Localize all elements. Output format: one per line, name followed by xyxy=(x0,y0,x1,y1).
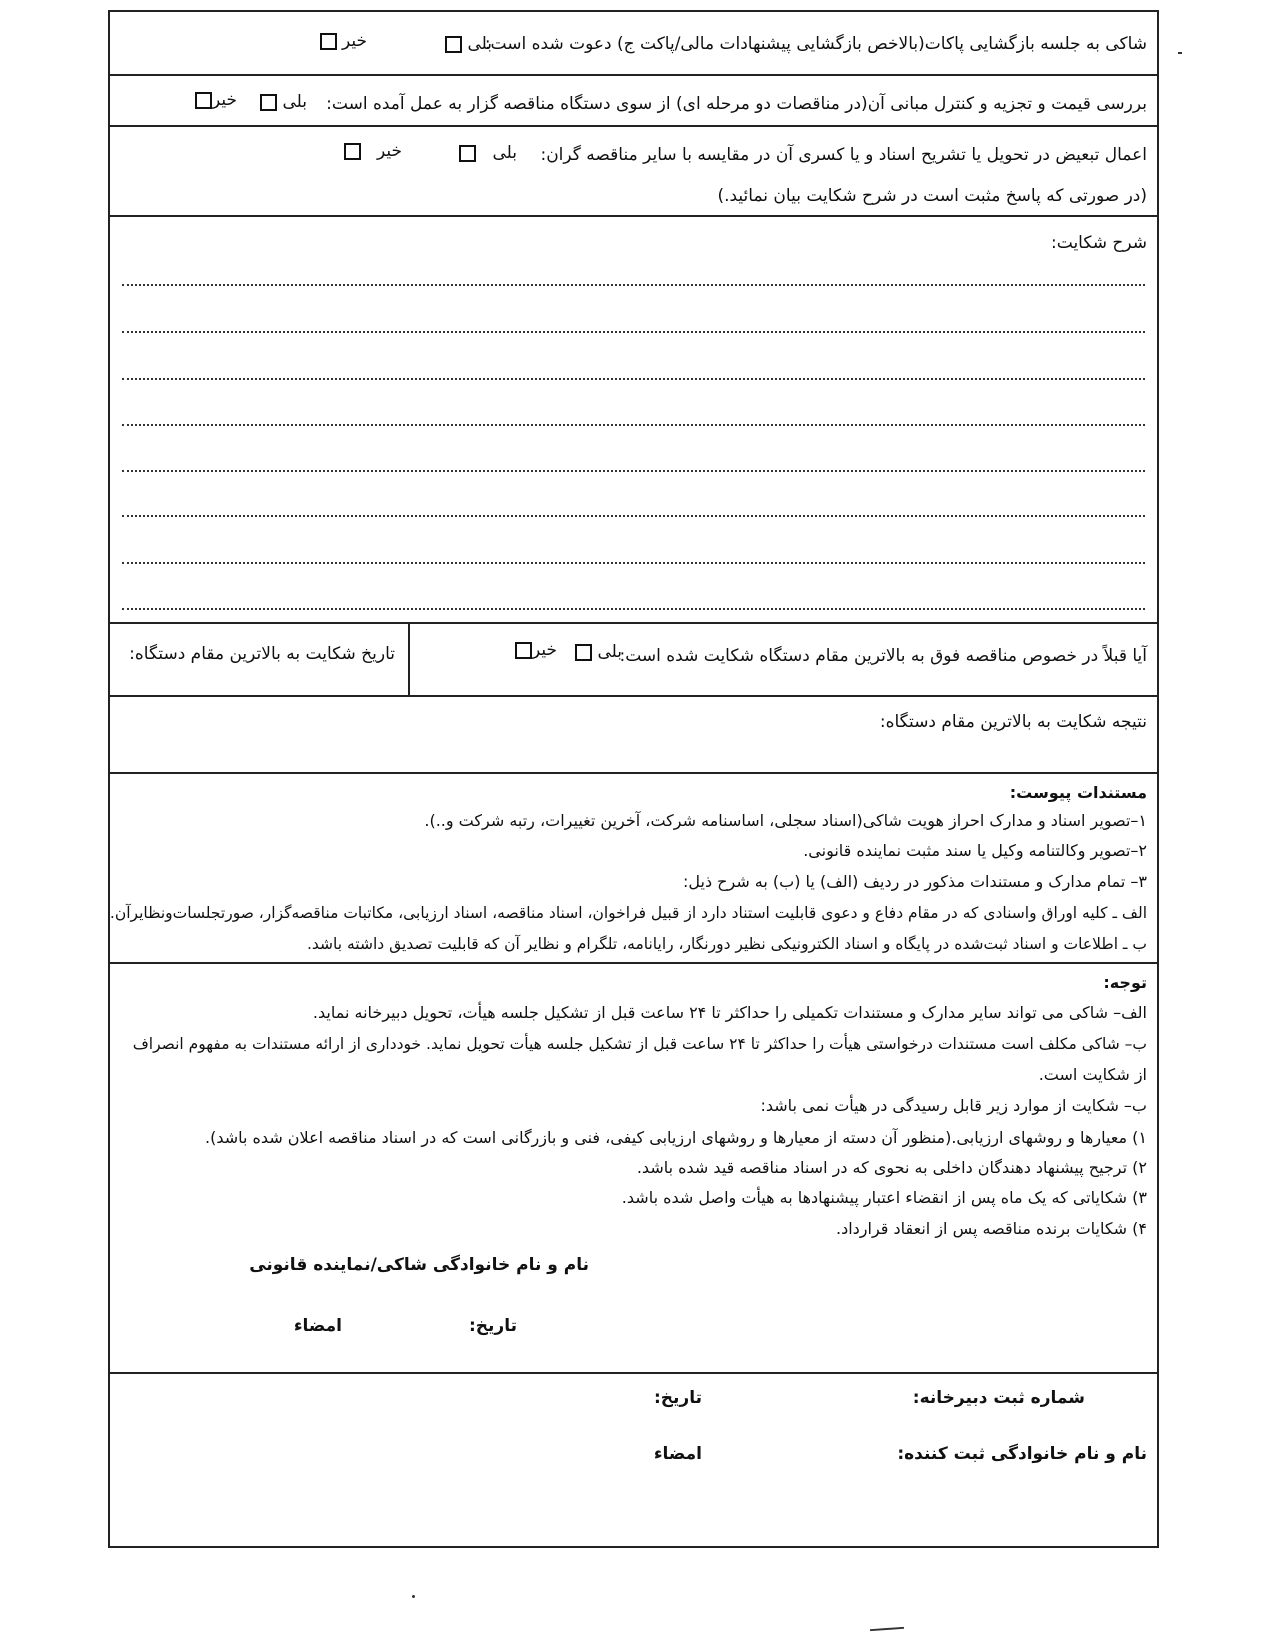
prior-complaint-row xyxy=(110,624,1157,697)
complaint-dotted-line[interactable] xyxy=(122,470,1145,472)
scan-mark xyxy=(1178,52,1182,54)
discrimination-yes-option xyxy=(459,141,517,165)
discrimination-no-option xyxy=(344,139,402,163)
prior-complaint-yes-label: بلی xyxy=(597,642,622,662)
price-review-yes-checkbox[interactable] xyxy=(260,94,277,111)
registry-number-label[interactable]: شماره ثبت دبیرخانه: xyxy=(912,1388,1085,1408)
note-item: ب– شاکی مکلف است مستندات درخواستی هیأت را حداکثر تا ۲۴ ساعت قبل از تشکیل جلسه هیأت تحویل نماید. خودداری از ارائه مستندات به مفهوم انصراف xyxy=(132,1035,1147,1053)
signer-name-label: نام و نام خانوادگی شاکی/نماینده قانونی xyxy=(249,1255,589,1275)
price-review-row xyxy=(110,76,1157,127)
registry-date-label[interactable]: تاریخ: xyxy=(654,1388,702,1408)
price-review-no-checkbox[interactable] xyxy=(195,92,212,109)
prior-complaint-question: آیا قبلاً در خصوص مناقصه فوق به بالاترین مقام دستگاه شکایت شده است: xyxy=(619,646,1147,666)
complaint-dotted-line[interactable] xyxy=(122,424,1145,426)
attachment-item: الف ـ کلیه اوراق واسنادی که در مقام دفاع و دعوی قابلیت استناد دارد از قبیل فراخوان، اسناد مناقصه، اسناد ارزیابی، مکاتبات مناقصه‌گزار، صورتجلسات‌ونظایرآن. xyxy=(109,904,1147,922)
attachment-item: ۳– تمام مدارک و مستندات مذکور در ردیف (الف) یا (ب) به شرح ذیل: xyxy=(682,872,1147,891)
complaint-dotted-line[interactable] xyxy=(122,608,1145,610)
invited-no-label: خیر xyxy=(341,31,367,51)
discrimination-question: اعمال تبعیض در تحویل یا تشریح اسناد و یا کسری آن در مقایسه با سایر مناقصه گران: xyxy=(540,145,1147,165)
prior-complaint-yes-option xyxy=(575,640,622,664)
registry-row xyxy=(110,1374,1157,1548)
registry-signature-label[interactable]: امضاء xyxy=(653,1444,702,1464)
discrimination-row xyxy=(110,127,1157,217)
signer-date-label[interactable]: تاریخ: xyxy=(469,1316,517,1336)
discrimination-no-checkbox[interactable] xyxy=(344,143,361,160)
discrimination-no-label: خیر xyxy=(376,141,402,161)
invited-question: شاکی به جلسه بازگشایی پاکات(بالاخص بازگشایی پیشنهادات مالی/پاکت ج) دعوت شده است: xyxy=(484,34,1147,54)
scan-mark xyxy=(412,1595,415,1598)
note-item: ب– شکایت از موارد زیر قابل رسیدگی در هیأت نمی باشد: xyxy=(760,1096,1147,1115)
complaint-description-row xyxy=(110,217,1157,624)
note-item: از شکایت است. xyxy=(1038,1065,1147,1084)
price-review-yes-option xyxy=(260,90,307,114)
note-item: ۲) ترجیح پیشنهاد دهندگان داخلی به نحوی که در اسناد مناقصه قید شده باشد. xyxy=(636,1158,1147,1177)
notes-row xyxy=(110,964,1157,1374)
registrar-name-label[interactable]: نام و نام خانوادگی ثبت کننده: xyxy=(897,1444,1147,1464)
note-item: الف– شاکی می تواند سایر مدارک و مستندات تکمیلی را حداکثر تا ۲۴ ساعت قبل از تشکیل جلسه هیأت، تحویل دبیرخانه نماید. xyxy=(312,1003,1147,1022)
complaint-form xyxy=(108,10,1159,1548)
attachment-item: ب ـ اطلاعات و اسناد ثبت‌شده در پایگاه و اسناد الکترونیکی نظیر دورنگار، رایانامه، تلگرام و نظایر آن که قابلیت تصدیق داشته باشد. xyxy=(306,935,1147,953)
complaint-dotted-line[interactable] xyxy=(122,562,1145,564)
note-item: ۴) شکایات برنده مناقصه پس از انعقاد قرارداد. xyxy=(836,1219,1147,1238)
price-review-yes-label: بلی xyxy=(282,92,307,112)
signer-signature-label[interactable]: امضاء xyxy=(293,1316,342,1336)
prior-complaint-no-option xyxy=(515,638,557,662)
prior-complaint-no-checkbox[interactable] xyxy=(515,642,532,659)
prior-result-row xyxy=(110,697,1157,774)
attachments-title: مستندات پیوست: xyxy=(1009,783,1147,802)
price-review-no-option xyxy=(195,88,237,112)
discrimination-yes-checkbox[interactable] xyxy=(459,145,476,162)
note-item: ۳) شکایاتی که یک ماه پس از انقضاء اعتبار پیشنهادها به هیأت واصل شده باشد. xyxy=(621,1188,1147,1207)
invited-yes-checkbox[interactable] xyxy=(445,36,462,53)
complaint-dotted-line[interactable] xyxy=(122,284,1145,286)
invited-no-option xyxy=(320,29,367,53)
price-review-question: بررسی قیمت و تجزیه و کنترل مبانی آن(در مناقصات دو مرحله ای) از سوی دستگاه مناقصه گزار به عمل آمده است: xyxy=(326,94,1147,114)
notes-title: توجه: xyxy=(1103,973,1147,992)
prior-complaint-yes-checkbox[interactable] xyxy=(575,644,592,661)
prior-result-label: نتیجه شکایت به بالاترین مقام دستگاه: xyxy=(879,712,1147,732)
complaint-dotted-line[interactable] xyxy=(122,378,1145,380)
complaint-dotted-line[interactable] xyxy=(122,331,1145,333)
note-item: ۱) معیارها و روشهای ارزیابی.(منظور آن دسته از معیارها و روشهای ارزیابی کیفی، فنی و بازرگانی است که در اسناد مناقصه اعلان شده باشد). xyxy=(204,1128,1147,1147)
invited-row xyxy=(110,12,1157,76)
scan-mark xyxy=(870,1627,904,1631)
discrimination-note: (در صورتی که پاسخ مثبت است در شرح شکایت بیان نمائید.) xyxy=(717,186,1147,206)
attachments-row xyxy=(110,774,1157,964)
invited-yes-option xyxy=(445,32,492,56)
prior-complaint-date-label: تاریخ شکایت به بالاترین مقام دستگاه: xyxy=(129,644,395,664)
attachment-item: ۲–تصویر وکالتنامه وکیل یا سند مثبت نماینده قانونی. xyxy=(803,841,1147,860)
invited-yes-label: بلی xyxy=(467,34,492,54)
prior-complaint-no-label: خیر xyxy=(531,640,557,660)
complaint-label: شرح شکایت: xyxy=(1051,233,1147,253)
invited-no-checkbox[interactable] xyxy=(320,33,337,50)
attachment-item: ۱–تصویر اسناد و مدارک احراز هویت شاکی(اسناد سجلی، اساسنامه شرکت، آخرین تغییرات، رتبه شرکت و..). xyxy=(424,811,1147,830)
discrimination-yes-label: بلی xyxy=(492,143,517,163)
complaint-dotted-line[interactable] xyxy=(122,515,1145,517)
prior-complaint-divider xyxy=(408,624,410,695)
price-review-no-label: خیر xyxy=(211,90,237,110)
